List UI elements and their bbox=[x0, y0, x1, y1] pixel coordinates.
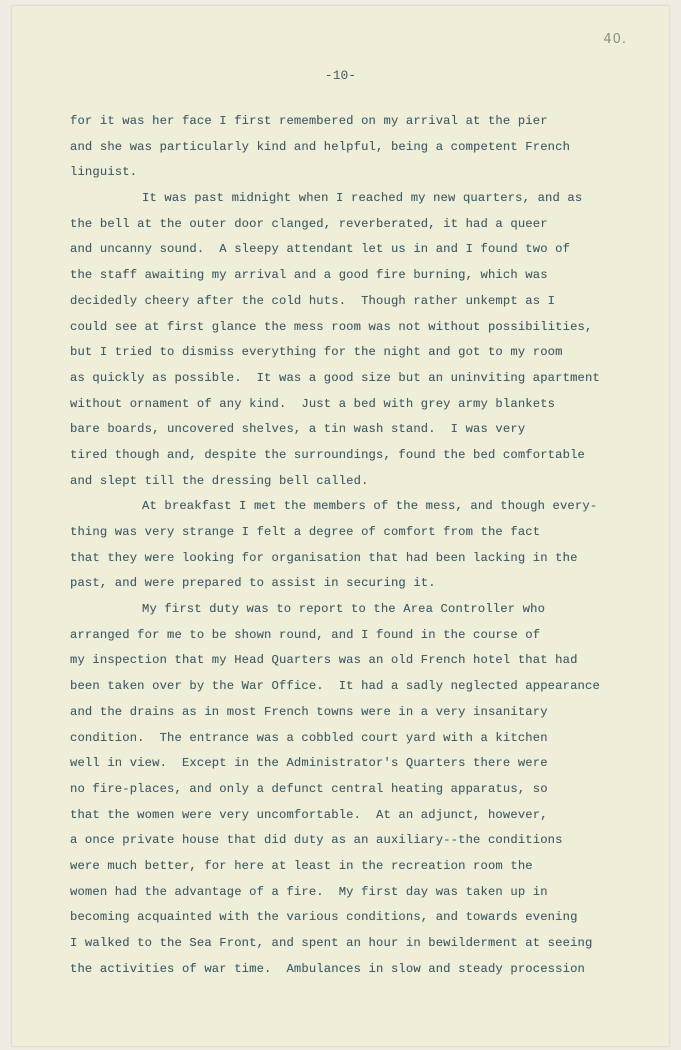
typed-page bbox=[12, 6, 669, 1046]
text-line: my inspection that my Head Quarters was an old French hotel that had bbox=[70, 653, 578, 668]
text-line: At breakfast I met the members of the mess, and though every- bbox=[142, 499, 598, 514]
text-line: without ornament of any kind. Just a bed with grey army blankets bbox=[70, 396, 556, 411]
text-line: as quickly as possible. It was a good size but an uninviting apartment bbox=[70, 370, 600, 385]
text-line: and slept till the dressing bell called. bbox=[70, 473, 369, 488]
text-line: a once private house that did duty as an auxiliary--the conditions bbox=[70, 833, 563, 848]
text-line: that the women were very uncomfortable. At an adjunct, however, bbox=[70, 807, 548, 822]
text-line: were much better, for here at least in the recreation room the bbox=[70, 858, 533, 873]
text-line: I walked to the Sea Front, and spent an hour in bewilderment at seeing bbox=[70, 936, 593, 950]
text-line: It was past midnight when I reached my new quarters, and as bbox=[142, 191, 583, 206]
text-line: the activities of war time. Ambulances in slow and steady procession bbox=[70, 961, 585, 976]
text-line: and the drains as in most French towns were in a very insanitary bbox=[70, 704, 548, 719]
text-line: been taken over by the War Office. It had a sadly neglected appearance bbox=[70, 679, 600, 694]
text-line: women had the advantage of a fire. My first day was taken up in bbox=[70, 884, 548, 899]
text-line: could see at first glance the mess room was not without possibilities, bbox=[70, 319, 593, 334]
text-line: the bell at the outer door clanged, reverberated, it had a queer bbox=[70, 216, 548, 231]
text-line: condition. The entrance was a cobbled court yard with a kitchen bbox=[70, 730, 548, 745]
typed-page-number: -10- bbox=[324, 68, 357, 83]
text-line: that they were looking for organisation that had been lacking in the bbox=[70, 550, 578, 565]
text-line: but I tried to dismiss everything for the night and got to my room bbox=[70, 345, 563, 360]
text-line: past, and were prepared to assist in securing it. bbox=[70, 576, 436, 591]
text-line: the staff awaiting my arrival and a good fire burning, which was bbox=[70, 268, 548, 283]
text-line: arranged for me to be shown round, and I found in the course of bbox=[70, 627, 541, 642]
archive-page-number: 40. bbox=[603, 32, 627, 47]
text-line: and uncanny sound. A sleepy attendant let us in and I found two of bbox=[70, 242, 571, 257]
text-line: thing was very strange I felt a degree of comfort from the fact bbox=[70, 525, 541, 539]
text-line: bare boards, uncovered shelves, a tin wash stand. I was very bbox=[70, 422, 526, 437]
text-line: well in view. Except in the Administrator's Quarters there were bbox=[70, 756, 548, 771]
text-line: tired though and, despite the surroundings, found the bed comfortable bbox=[70, 447, 585, 462]
text-line: My first duty was to report to the Area Controller who bbox=[142, 602, 546, 617]
body-text bbox=[70, 109, 650, 982]
text-line: for it was her face I first remembered on my arrival at the pier bbox=[70, 114, 548, 128]
text-line: decidedly cheery after the cold huts. Though rather unkempt as I bbox=[70, 293, 556, 308]
text-line: linguist. bbox=[70, 165, 138, 180]
text-line: becoming acquainted with the various conditions, and towards evening bbox=[70, 910, 578, 925]
text-line: no fire-places, and only a defunct central heating apparatus, so bbox=[70, 781, 548, 796]
text-line: and she was particularly kind and helpful, being a competent French bbox=[70, 139, 571, 154]
